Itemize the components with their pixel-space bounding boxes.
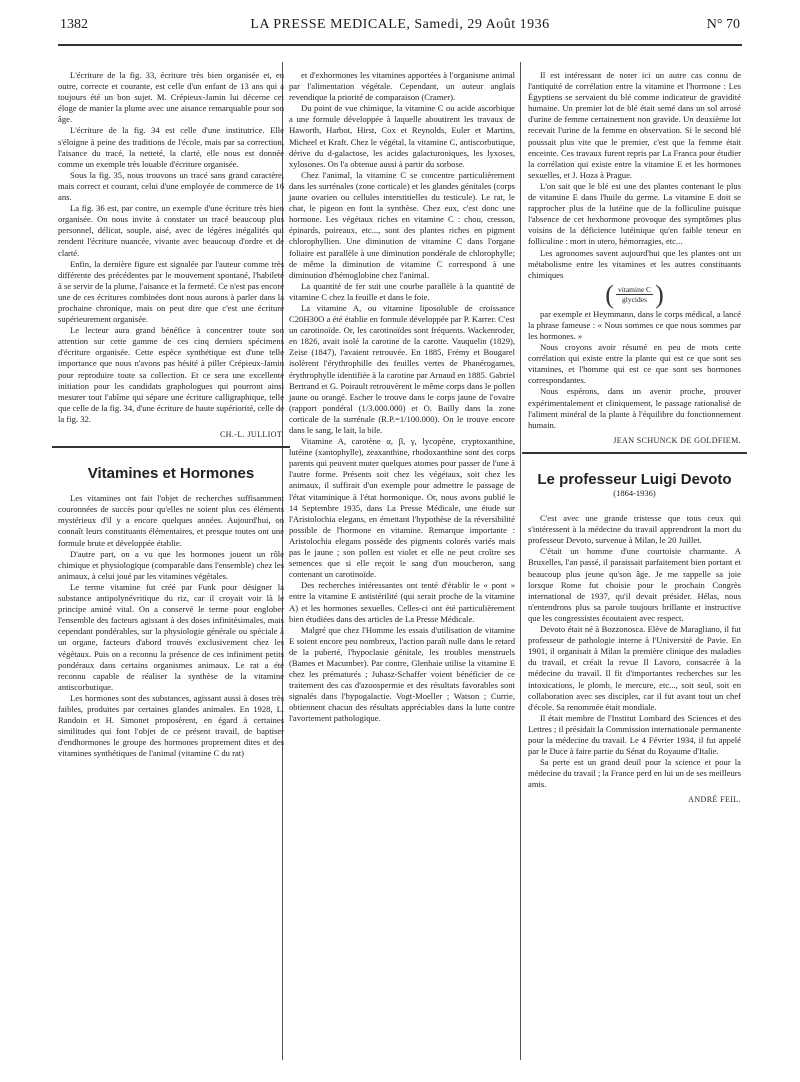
page-header (58, 14, 742, 36)
column-2 (289, 70, 515, 725)
paragraph: Il est intéressant de noter ici un autre cas connu de l'antiquité de corrélation entre la vitamine et l'hormone : Les Égyptiens se servaient du blé comme indicateur de gravidité humaine. Un premier lot de blé était semé dans un sol arrosé d'urine de femme certainement non gravide. Un deuxième lot recevait l'urine de la femme en observation. Si le second blé poussait plus vite que le premier, c'est que la femme était enceinte. Ces travaux furent repris par La Franca pour étudier la corrélation qui existe entre la vitamine E et les hormones sexuelles, et J. Hoza à Prague. (528, 70, 741, 180)
paragraph: Les vitamines ont fait l'objet de recherches suffisamment couronnées de succès pour qu'elles ne soient plus ces éléments mystérieux d'il y a encore quelques années. Aujourd'hui, on connaît leurs constituants élémentaires, et presque toutes ont une formule brute et développée établie. (58, 493, 284, 548)
page-number: 1382 (60, 17, 88, 32)
column-3 (528, 70, 741, 806)
paragraph: Le lecteur aura grand bénéfice à concentrer toute son attention sur cette gamme de ces cinq derniers spécimens d'écriture organisée. Cette espèce synthétique est d'une telle importance que nous n'avons pas hésité à piller Crépieux-Jamin pour reproduire toute sa collection. Et ce sera une excellente initiation pour les candidats graphologues qui pourront ainsi mesurer tout l'abîme qui sépare une écriture calligraphique, telle que celle de la fig. 34, d'une écriture de haute supériorité, celle de la fig. 32. (58, 325, 284, 424)
paragraph: L'écriture de la fig. 34 est celle d'une institutrice. Elle s'éloigne à peine des traditions de l'école, mais par sa correction, l'aisance du tracé, la netteté, la clarté, elle nous est donnée comme un exemple très louable d'écriture organisée. (58, 125, 284, 169)
article-title: Le professeur Luigi Devoto (537, 470, 732, 488)
paragraph: La vitamine A, ou vitamine liposoluble de croissance C20H30O a été établie en formule développée par P. Karrer. C'est un carotinoïde. Or, les carotinoïdes sont fréquents. Wackenroder, en 1826, avait isolé la carotine de la carotte. Vauquelin (1829), Zeise (1847), l'avaient retrouvée. En 1885, Frémy et Bougarel isolèrent l'érythrophille des feuilles vertes de Phanérogames, érythrophylle identifiée à la carotine par Arnaud en 1885. Gabriel Bertrand et G. Poirault retrouvèrent le même corps dans le pollen jaune ou orangé. Escher le trouve dans le corps jaune de l'ovaire (rapport pondéral (1/3.000.000) et O. Bailly dans la zone corticale de la surrénale (R.P.=1/100.000). On le trouve encore dans le sang, le lait, la bile. (289, 302, 515, 435)
paragraph: Nous croyons avoir résumé en peu de mots cette corrélation qui existe entre la plante qui est ce que sont ses vitamines, et l'homme qui est ce que sont ses hormones correspondantes. (528, 342, 741, 386)
article-dates: (1864-1936) (613, 488, 656, 498)
article-title: Vitamines et Hormones (87, 465, 255, 483)
paragraph: Les hormones sont des substances, agissant aussi à doses très faibles, produites par certaines glandes animales. En 1928, L. Randoin et H. Simonet proposèrent, en égard à certaines similitudes qui font l'objet de ce présent travail, de baptiser d'endhormones le groupe des hormones proprement dites et des vitamines synthétiques de l'animal (vitamine C du rat) (58, 692, 284, 759)
formula-paren-left: ( (605, 279, 614, 309)
paragraph: Des recherches intéressantes ont tenté d'établir le « pont » entre la vitamine E antistérilité (qui serait proche de la vitamine A) et les hormones sexuelles. Celles-ci ont été particulièrement bien étudiées dans des articles de La Presse Médicale. (289, 580, 515, 624)
paragraph: Devoto était né à Bozzonosca. Elève de Maragliano, il fut professeur de pathologie interne à l'Université de Pavie. En 1901, il organisait à Milan la première clinique des maladies du travail, et créait la revue Il Lavoro, consacrée à la médecine du travail. Il fit d'importantes recherches sur les intoxications, le plomb, le mercure, etc..., soit seul, soit en collaboration avec ses disciples, car il fut avant tout un chef d'école. Sa renommée était mondiale. (528, 624, 741, 712)
author-signature: ANDRÉ FEIL. (688, 795, 741, 805)
paragraph: L'écriture de la fig. 33, écriture très bien organisée et, en outre, correcte et courante, est celle d'un enfant de 13 ans qui a toujours été un bon sujet. M. Crépieux-Jamin lui décerne cet éloge de manier la plume avec une aisance remarquable pour son âge. (58, 70, 284, 125)
paragraph: Les agronomes savent aujourd'hui que les plantes ont un métabolisme entre les vitamines et les autres constituants chimiques (528, 247, 741, 280)
paragraph: Le terme vitamine fut créé par Funk pour désigner la substance antipolynévritique du riz, car il croyait voir là le principe aminé vital. On a conservé le terme pour englober l'ensemble des facteurs agissant à des doses infinitésimales, mais cependant pondérables, sur la physiologie générale ou spéciale à un organe, facteurs d'abord trouvés exclusivement chez les végétaux. Puis on a reconnu la présence de ces infiniment petits pondéraux dans certains organismes animaux. Le rat a été reconnu capable de réaliser la synthèse de la vitamine antiscorbutique. (58, 581, 284, 692)
formula-numerator: vitamine C (617, 285, 652, 295)
paragraph: par exemple et Heymmann, dans le corps médical, a lancé la phrase fameuse : « Nous sommes ce que nous sommes par les hormones. » (528, 308, 741, 341)
paragraph: D'autre part, on a vu que les hormones jouent un rôle chimique et physiologique (comparable dans l'ensemble) chez les animaux, à celui joué par les vitamines végétales. (58, 548, 284, 581)
paragraph: et d'exhormones les vitamines apportées à l'organisme animal par l'alimentation végétale. Cependant, un auteur anglais revendique la priorité de comparaison (Cramer). (289, 70, 515, 103)
paragraph: Il était membre de l'Institut Lombard des Sciences et des Lettres ; il présidait la Commission internationale permanente pour la médecine du travail. Le 4 Février 1934, il fut appelé par le Duce à faire partie du Sénat du Royaume d'Italie. (528, 712, 741, 757)
paragraph: Nous espérons, dans un avenir proche, prouver expérimentalement et cliniquement, le passage rationalisé de l'aliment minéral de la plante à l'équilibre du fonctionnement humain. (528, 386, 741, 430)
ratio-formula (528, 279, 741, 309)
article-separator (522, 452, 747, 454)
paragraph: L'on sait que le blé est une des plantes contenant le plus de vitamine E dans l'huile du germe. La vitamine E doit se rapprocher plus de la lutéine que de la folliculine puisque l'absence de cet hexhormone provoque des symptômes plus voisins de la déficience lutéinique qu'en faible teneur en folliculine : mort in utero, hémorragies, etc... (528, 180, 741, 247)
author-signature: CH.-L. JULLIOT. (219, 430, 284, 439)
paragraph: C'est avec une grande tristesse que tous ceux qui s'intéressent à la médecine du travail apprendront la mort du professeur Devoto, survenue à Milan, le 20 Juillet. (528, 513, 741, 546)
paragraph: La quantité de fer suit une courbe parallèle à la quantité de vitamine C chez la feuille et dans le foie. (289, 280, 515, 302)
paragraph: Enfin, la dernière figure est signalée par l'auteur comme très différente des précédentes par le mouvement spontané, l'habileté à se servir de la plume, l'aisance et la fermeté. Ce n'est pas encore une de ces écritures combinées dont nous aurons à parler dans la prochaine chronique, mais on peut dire que c'est une écriture supérieurement organisée. (58, 258, 284, 325)
paragraph: Chez l'animal, la vitamine C se concentre particulièrement dans les surrénales (zone corticale) et les glandes génitales (corps jaune ovarien ou cellules interstitielles du testicule). Le rat, le chat, le pigeon en font la synthèse. Chez eux, c'est donc une hormone. Les végétaux riches en vitamine C : chou, cresson, épinards, poireaux, etc..., sont des plantes riches en pigment chlorophyllien. Une diminution de vitamine C dans l'organe foliaire est parallèle à une diminution pondérale de chlorophylle; de même la diminution de vitamine C correspond à une diminution d'hémoglobine chez l'animal. (289, 169, 515, 280)
article-separator (52, 446, 290, 448)
column-divider (520, 62, 521, 1060)
author-signature: JEAN SCHUNCK DE GOLDFIEM. (613, 435, 741, 445)
issue-number: N° 70 (706, 17, 740, 32)
formula-paren-right: ) (655, 279, 664, 309)
paragraph: Du point de vue chimique, la vitamine C ou acide ascorbique a une formule développée à laquelle aboutirent les travaux de Haworth, Harbot, Hirst, Cox et Reynolds, Euler et Martins, Micheel et Kraft. Chez le végétal, la vitamine C, antiscorbutique, dérive du d-galactose, les acides galacturoniques, les lyxoses, xylosones. On l'a obtenue aussi à partir du sorbose. (289, 103, 515, 169)
column-1 (58, 70, 284, 759)
header-rule (58, 44, 742, 46)
paragraph: Malgré que chez l'Homme les essais d'utilisation de vitamine E soient encore peu nombreux, l'action paraît nulle dans le retard de la puberté, l'hypoclasie génitale, les troubles menstruels (Bames et Macumber). Par contre, Glenhaie utilise la vitamine E chez les prématurés ; Juhasz-Schaffer voient bénéficier de ce traitement des cas d'azoospermie et des résultats favorables sont signalés dans l'hypogalactie. Vogt-Moeller ; Watson ; Currie, obtiennent chacun des résultats appréciables dans la lutte contre l'avortement pathologique. (289, 624, 515, 724)
journal-title: LA PRESSE MEDICALE, Samedi, 29 Août 1936 (250, 17, 550, 32)
paragraph: C'était un homme d'une courtoisie charmante. A Bruxelles, l'an passé, il paraissait parfaitement bien portant et beaucoup plus jeune qu'son âge. Je me rappelle sa joie lorsque Rome fut choisie pour le prochain Congrès international de 1937, qu'il devait présider. Hélas, nous n'entendrons plus sa parole toujours brillante et instructive que les congressistes écoutaient avec respect. (528, 546, 741, 623)
paragraph: Sous la fig. 35, nous trouvons un tracé sans grand caractère, mais correct et courant, celui d'une employée de commerce de 16 ans. (58, 169, 284, 203)
paragraph: Vitamine A, carotène α, β, γ, lycopène, cryptoxanthine, lutéine (xantophylle), zeaxanthine, rhodoxanthine sont des corps parents qui peuvent muter quelques atomes pour passer de l'une à l'autre forme. Présents soit chez les végétaux, soit chez les animaux, il suffirait d'un exemple pour admettre le passage de l'état vitaminique à l'état hormonique. Or, nous avons publié le 14 Septembre 1935, dans La Presse Médicale, une étude sur l'Aristolochia elegans, en émettant l'hypothèse de la réversibilité possible de l'hormone en vitamine. Remarque importante : Aristolochia elegans possède des pigments colorés variés mais pas le jaune ; son pollen est violet et elle ne peut croître ses semences que si elle reçoit le sang d'un moucheron, sang contenant un carotinoïde. (289, 436, 515, 580)
paragraph: Sa perte est un grand deuil pour la science et pour la médecine du travail ; la France perd en lui un de ses meilleurs amis. (528, 757, 741, 790)
formula-fraction (616, 285, 653, 304)
paragraph: La fig. 36 est, par contre, un exemple d'une écriture très bien organisée. On nous invite à constater un tracé beaucoup plus personnel, délicat, souple, aisé, avec de légères inégalités qui rendent l'écriture nuancée, vivante avec beaucoup d'ordre et de clarté. (58, 203, 284, 258)
formula-denominator: glycides (622, 295, 647, 305)
